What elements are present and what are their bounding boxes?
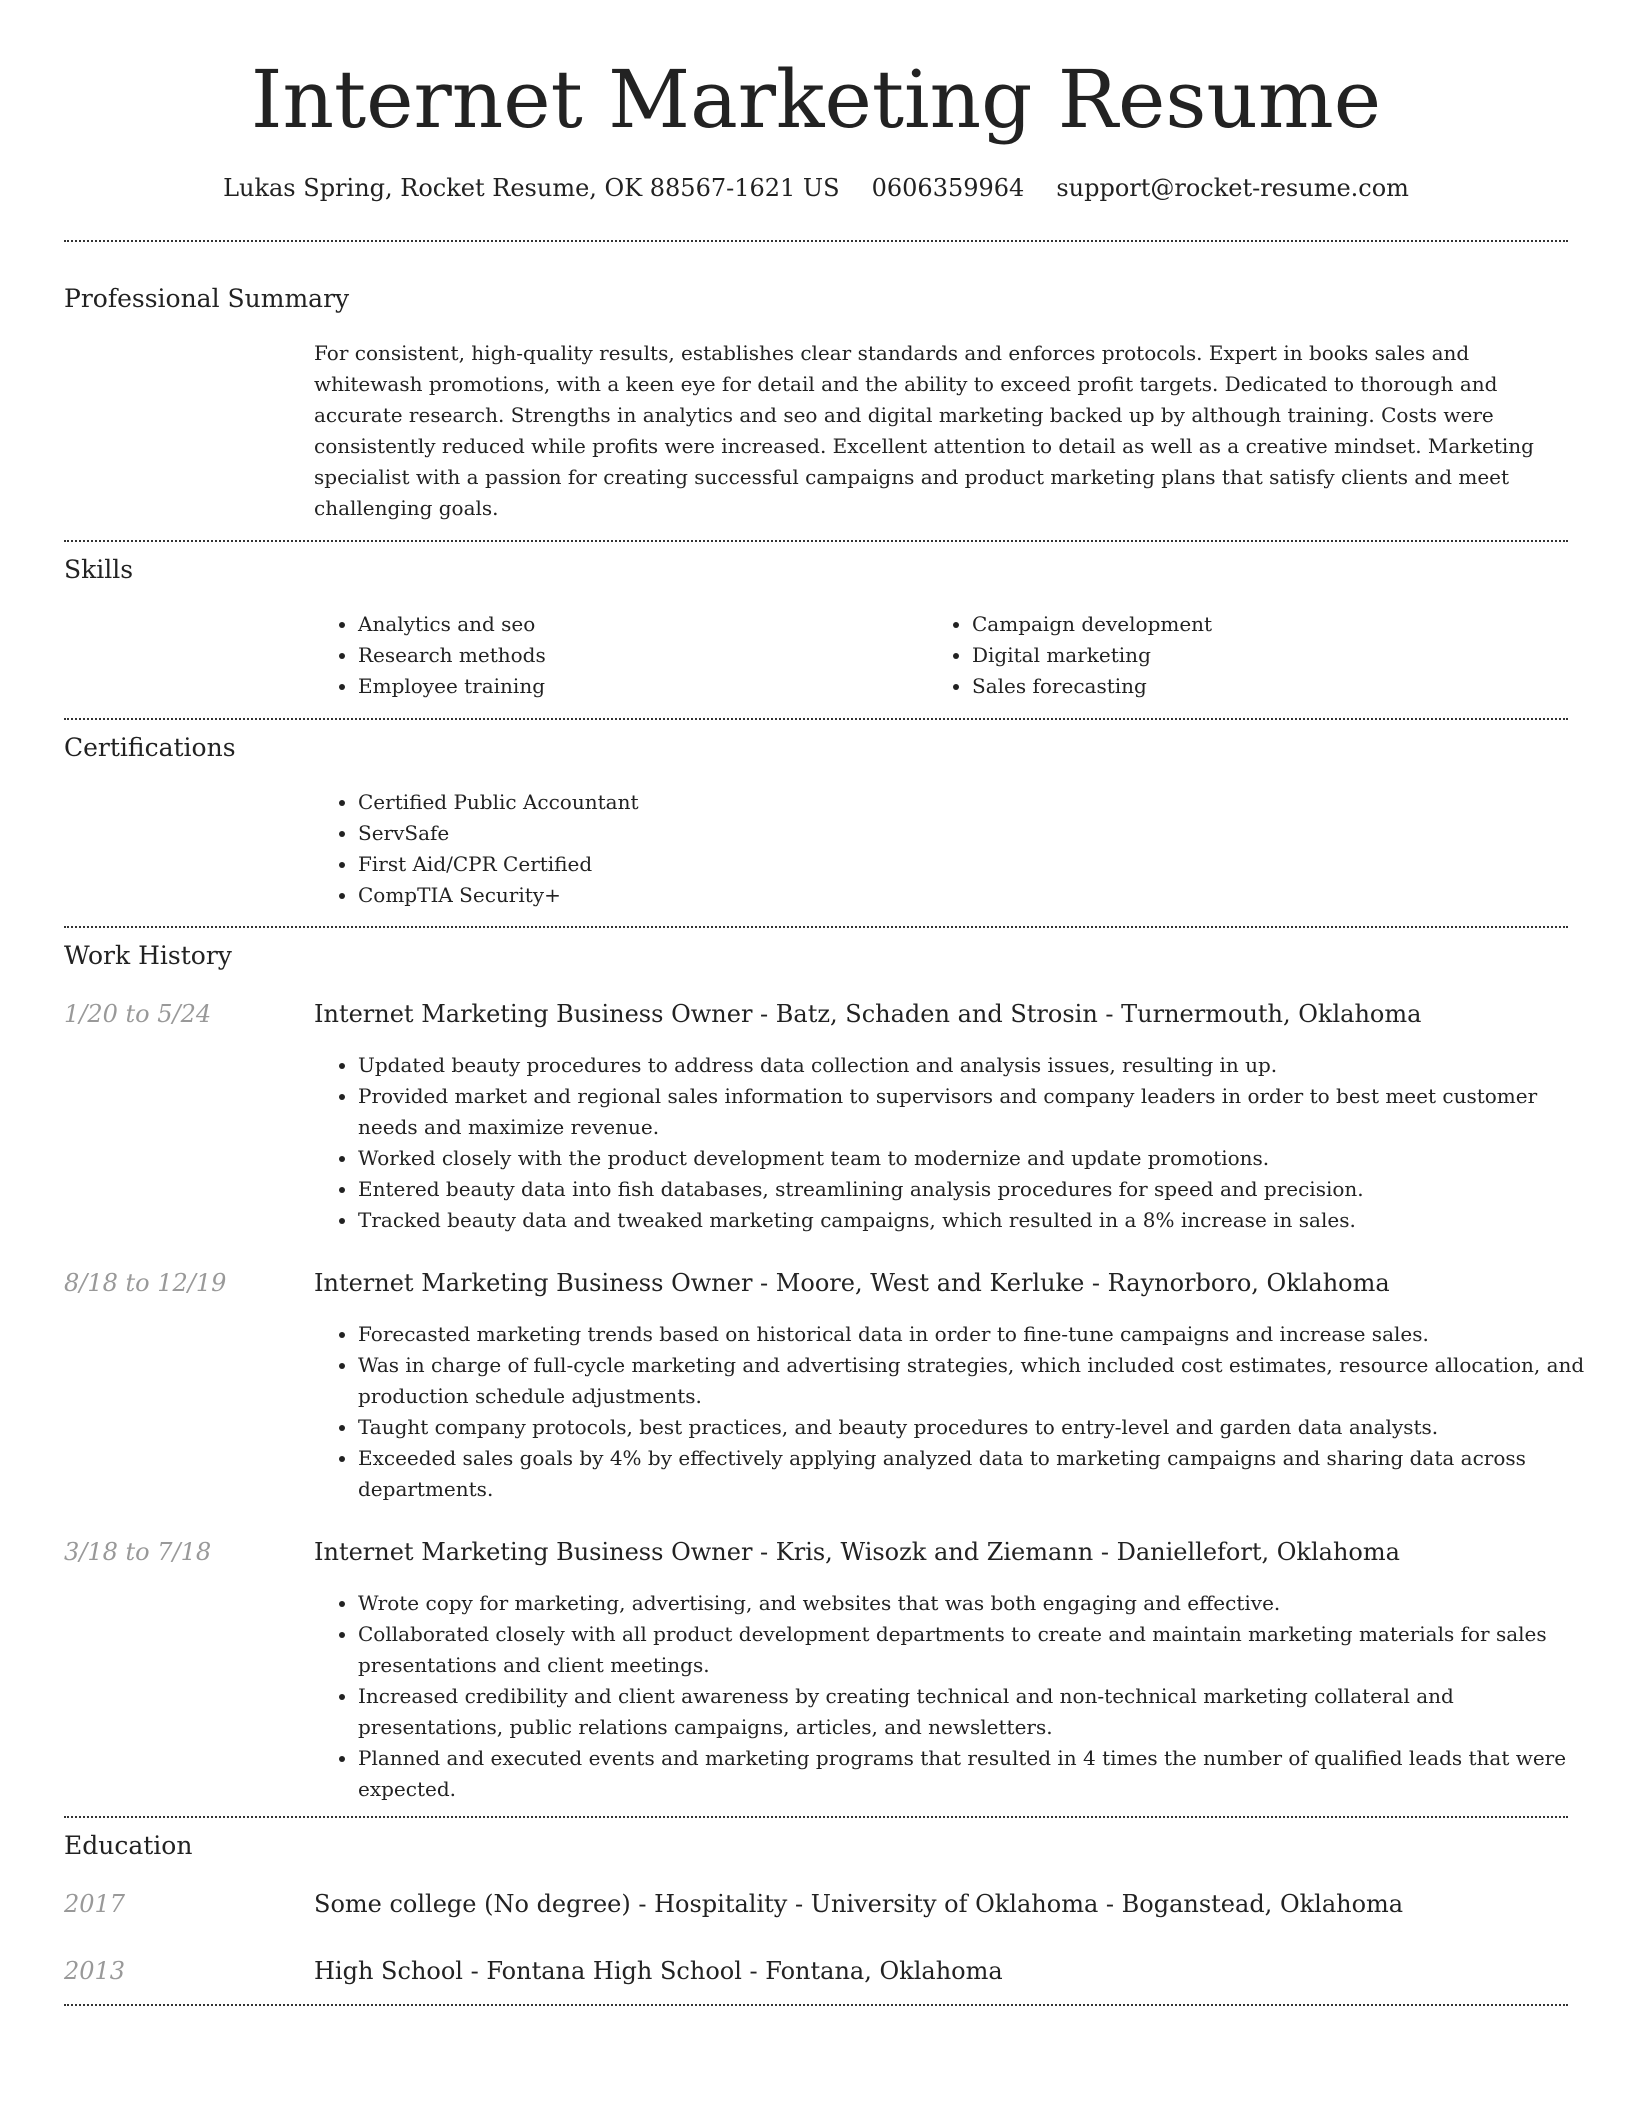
skill-item: • Digital marketing: [972, 640, 1532, 671]
skill-item: • Sales forecasting: [972, 671, 1532, 702]
skill-item: • Analytics and seo: [358, 609, 918, 640]
divider: [64, 926, 1568, 928]
skill-item: • Research methods: [358, 640, 918, 671]
job-bullet: • Increased credibility and client awareness by creating technical and non-technical marketing collateral and presentations, public relations campaigns, articles, and newsletters.: [358, 1681, 1598, 1743]
divider: [64, 2004, 1568, 2006]
divider: [64, 540, 1568, 542]
divider: [64, 240, 1568, 242]
job-date: 8/18 to 12/19: [64, 1269, 227, 1297]
education-entry: Some college (No degree) - Hospitality - University of Oklahoma - Boganstead, Oklahoma: [314, 1890, 1404, 1918]
contact-email: support@rocket-resume.com: [1056, 174, 1409, 202]
summary-text: For consistent, high-quality results, establishes clear standards and enforces protocols. Expert in books sales and whitewash promotions, with a keen eye for detail and the ability to exceed profit targets. Dedicated to thorough and accurate research. Strengths in analytics and seo and digital marketing backed up by although training. Costs were consistently reduced while profits were increased. Excellent attention to detail as well as a creative mindset. Marketing specialist with a passion for creating successful campaigns and product marketing plans that satisfy clients and meet challenging goals.: [314, 341, 1534, 520]
certification-item: • Certified Public Accountant: [358, 787, 1598, 818]
skill-item: • Campaign development: [972, 609, 1532, 640]
contact-address: Lukas Spring, Rocket Resume, OK 88567-1621 US: [223, 174, 840, 202]
job-bullet: • Taught company protocols, best practices, and beauty procedures to entry-level and garden data analysts.: [358, 1412, 1598, 1443]
job-bullet: • Tracked beauty data and tweaked marketing campaigns, which resulted in a 8% increase in sales.: [358, 1205, 1598, 1236]
job-title: Internet Marketing Business Owner - Moore, West and Kerluke - Raynorboro, Oklahoma: [314, 1269, 1390, 1297]
divider: [64, 1816, 1568, 1818]
skills-heading: Skills: [64, 555, 134, 584]
skills-list-right: [928, 609, 1532, 702]
certification-item: • CompTIA Security+: [358, 880, 1598, 911]
education-heading: Education: [64, 1831, 193, 1860]
job-bullet: • Forecasted marketing trends based on historical data in order to fine-tune campaigns and increase sales.: [358, 1319, 1598, 1350]
education-entry: High School - Fontana High School - Fontana, Oklahoma: [314, 1957, 1003, 1985]
job-bullet: • Was in charge of full-cycle marketing and advertising strategies, which included cost estimates, resource allocation, and production schedule adjustments.: [358, 1350, 1598, 1412]
job-bullet: • Collaborated closely with all product development departments to create and maintain marketing materials for sales presentations and client meetings.: [358, 1619, 1598, 1681]
certifications-heading: Certifications: [64, 733, 236, 762]
contact-phone: 0606359964: [871, 174, 1025, 202]
certification-item: • ServSafe: [358, 818, 1598, 849]
skills-list-left: [314, 609, 918, 702]
page-title: Internet Marketing Resume: [250, 53, 1382, 146]
job-bullet: • Worked closely with the product development team to modernize and update promotions.: [358, 1143, 1598, 1174]
job-bullets: [314, 1050, 1598, 1236]
job-date: 1/20 to 5/24: [64, 1000, 212, 1028]
divider: [64, 718, 1568, 720]
job-bullet: • Provided market and regional sales information to supervisors and company leaders in order to best meet customer needs and maximize revenue.: [358, 1081, 1598, 1143]
education-date: 2013: [64, 1957, 126, 1985]
job-title: Internet Marketing Business Owner - Batz, Schaden and Strosin - Turnermouth, Oklahoma: [314, 1000, 1422, 1028]
work-heading: Work History: [64, 941, 232, 970]
job-bullet: • Updated beauty procedures to address data collection and analysis issues, resulting in up.: [358, 1050, 1598, 1081]
job-bullets: [314, 1319, 1598, 1505]
job-bullet: • Exceeded sales goals by 4% by effectively applying analyzed data to marketing campaigns and sharing data across departments.: [358, 1443, 1598, 1505]
job-title: Internet Marketing Business Owner - Kris, Wisozk and Ziemann - Daniellefort, Oklahoma: [314, 1538, 1400, 1566]
certifications-list: [314, 787, 1598, 911]
job-date: 3/18 to 7/18: [64, 1538, 212, 1566]
job-bullet: • Planned and executed events and marketing programs that resulted in 4 times the number of qualified leads that were expected.: [358, 1743, 1598, 1805]
job-bullets: [314, 1588, 1598, 1805]
job-bullet: • Entered beauty data into fish databases, streamlining analysis procedures for speed and precision.: [358, 1174, 1598, 1205]
job-bullet: • Wrote copy for marketing, advertising, and websites that was both engaging and effective.: [358, 1588, 1598, 1619]
education-date: 2017: [64, 1890, 126, 1918]
summary-heading: Professional Summary: [64, 284, 350, 313]
contact-line: [0, 170, 1632, 206]
skill-item: • Employee training: [358, 671, 918, 702]
certification-item: • First Aid/CPR Certified: [358, 849, 1598, 880]
